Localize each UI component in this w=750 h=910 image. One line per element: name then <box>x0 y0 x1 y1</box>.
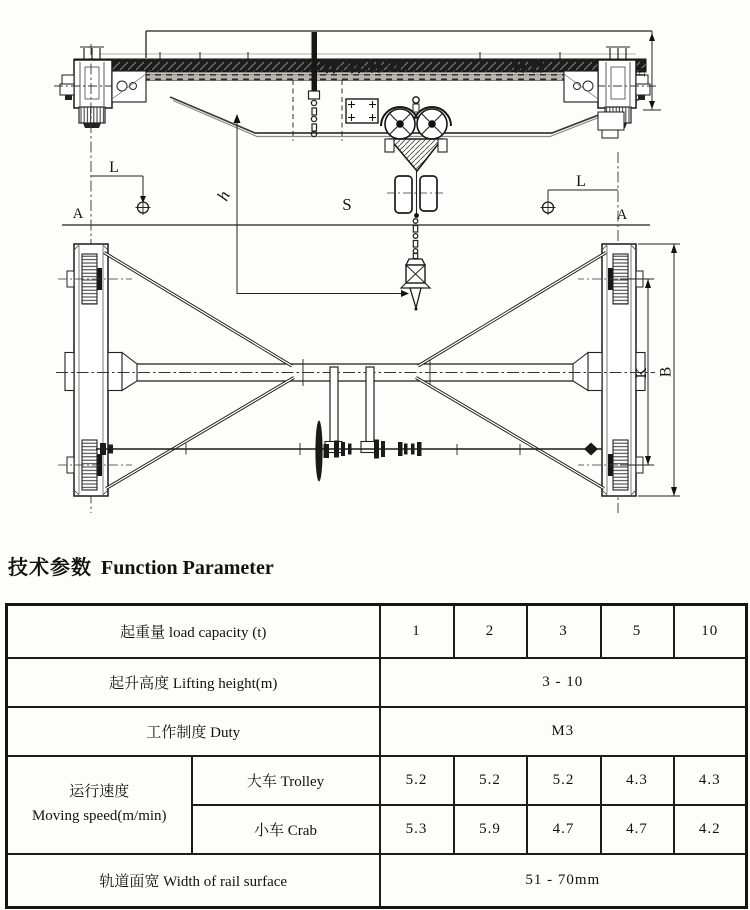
hand-chain-rod <box>309 32 320 137</box>
drive-shaft <box>96 367 602 482</box>
dim-label-h: h <box>213 187 234 204</box>
table-row <box>7 707 747 756</box>
dim-label-L-right: L <box>576 173 586 190</box>
row-label-lifting-height: 起升高度 Lifting height(m) <box>7 658 380 707</box>
heading-english: Function Parameter <box>101 557 274 579</box>
cell-value-merged: 51 - 70mm <box>380 854 747 908</box>
hoist-trolley <box>381 97 451 171</box>
dim-label-span: S <box>342 195 352 214</box>
table-row <box>7 854 747 908</box>
hook-block <box>401 259 430 311</box>
plan-main-girder <box>56 353 655 391</box>
cell-value: 5.3 <box>380 805 454 854</box>
dim-label-A-right: A <box>616 207 628 223</box>
dim-label-B: B <box>657 366 675 378</box>
cell-value: 4.7 <box>527 805 601 854</box>
cell-value: 5 <box>601 605 674 658</box>
cell-value: 2 <box>454 605 527 658</box>
row-label-rail-width: 轨道面宽 Width of rail surface <box>7 854 380 908</box>
row-label-moving-speed <box>7 756 192 854</box>
dimension-L-left <box>91 176 151 215</box>
function-parameter-table <box>5 603 748 909</box>
row-label-moving-speed-en: Moving speed(m/min) <box>31 807 167 824</box>
cell-value: 1 <box>380 605 454 658</box>
cell-value-merged: M3 <box>380 707 747 756</box>
cell-value-merged: 3 - 10 <box>380 658 747 707</box>
cell-value: 4.7 <box>601 805 674 854</box>
heading-chinese: 技术参数 <box>8 557 92 579</box>
cell-value: 3 <box>527 605 601 658</box>
cell-value: 5.9 <box>454 805 527 854</box>
cell-value: 4.3 <box>674 756 747 805</box>
section-heading <box>8 556 274 580</box>
cell-value: 5.2 <box>527 756 601 805</box>
cell-value: 5.2 <box>454 756 527 805</box>
row-sublabel-crab: 小车 Crab <box>192 805 380 854</box>
hand-chain-wheel <box>315 421 322 482</box>
cell-value: 4.3 <box>601 756 674 805</box>
row-sublabel-trolley: 大车 Trolley <box>192 756 380 805</box>
diagonal-braces <box>104 253 606 489</box>
dim-label-L-left: L <box>109 159 119 176</box>
plan-view <box>56 244 680 496</box>
front-elevation-view <box>54 31 661 513</box>
row-label-duty: 工作制度 Duty <box>7 707 380 756</box>
inspection-plate <box>346 99 378 123</box>
dimension-h <box>234 114 410 297</box>
dim-label-K: K <box>634 367 650 379</box>
table-row <box>7 658 747 707</box>
table-row <box>7 605 747 658</box>
row-label-load-capacity: 起重量 load capacity (t) <box>7 605 380 658</box>
dim-label-H: H <box>633 66 649 78</box>
cell-value: 5.2 <box>380 756 454 805</box>
cell-value: 4.2 <box>674 805 747 854</box>
row-label-moving-speed-zh: 运行速度 <box>69 784 130 801</box>
cell-value: 10 <box>674 605 747 658</box>
dim-label-A-left: A <box>72 206 84 222</box>
chain-container <box>387 171 444 218</box>
dimension-L-right <box>541 190 619 215</box>
table-row <box>7 756 747 805</box>
